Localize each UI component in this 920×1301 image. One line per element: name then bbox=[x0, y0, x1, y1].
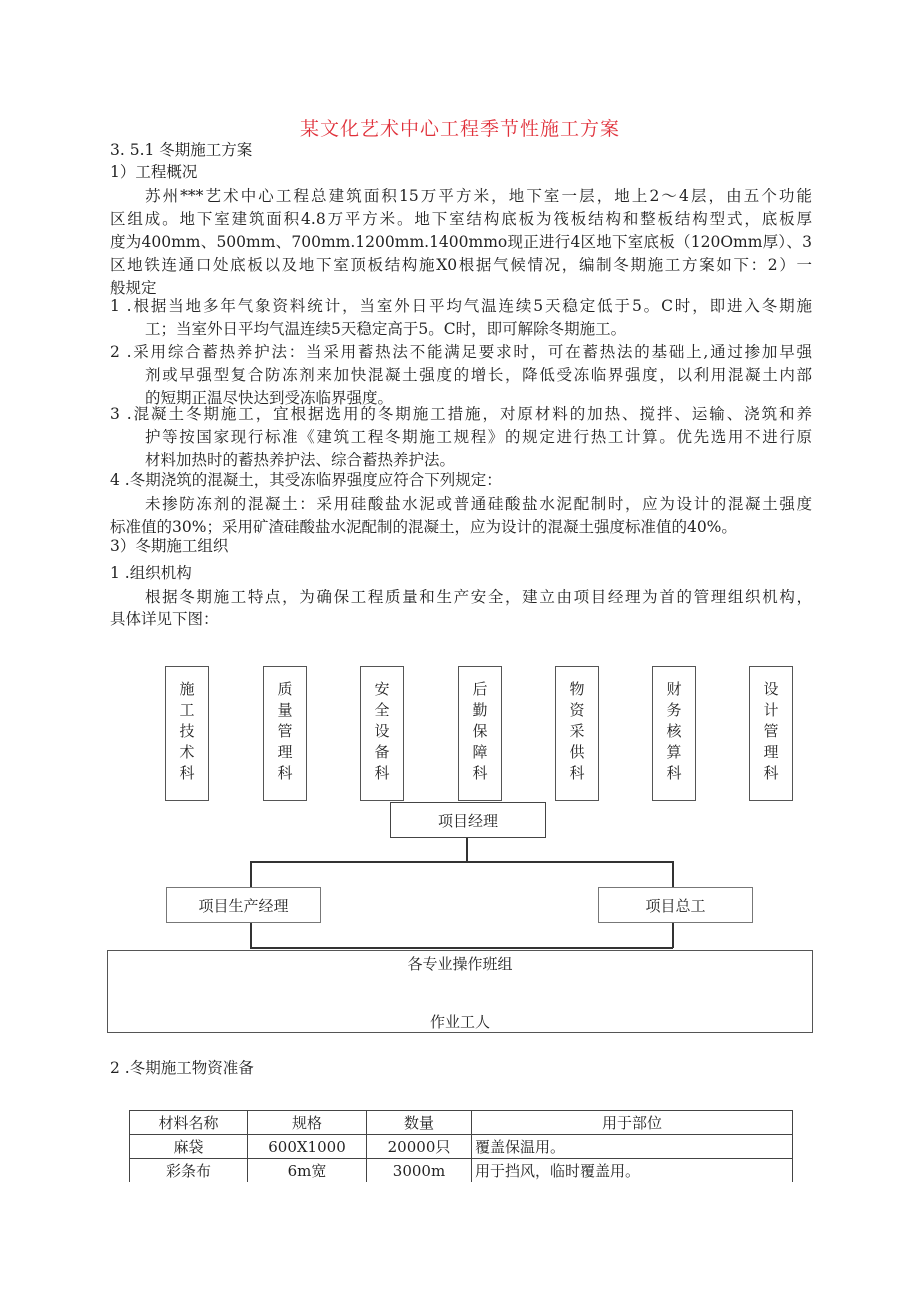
org-department: 后勤保障科 bbox=[458, 666, 502, 801]
text-line: 2 .采用综合蓄热养护法：当采用蓄热法不能满足要求时，可在蓄热法的基础上,通过掺加早强 bbox=[110, 343, 812, 361]
org-chief-engineer: 项目总工 bbox=[598, 887, 753, 923]
table-cell: 20000只 bbox=[367, 1135, 472, 1159]
text-line: 的短期正温尽快达到受冻临界强度。 bbox=[145, 389, 394, 407]
table-cell: 用于挡风，临时覆盖用。 bbox=[472, 1159, 793, 1183]
text-line: 未掺防冻剂的混凝土：采用硅酸盐水泥或普通硅酸盐水泥配制时，应为设计的混凝土强度 bbox=[145, 495, 812, 513]
header-cell: 用于部位 bbox=[472, 1111, 793, 1135]
text-line: 2 .冬期施工物资准备 bbox=[110, 1059, 254, 1077]
text-line: 苏州***艺术中心工程总建筑面积15万平方米，地下室一层，地上2～4层，由五个功能 bbox=[145, 187, 812, 205]
table-cell: 6m宽 bbox=[248, 1159, 367, 1183]
table-cell: 彩条布 bbox=[130, 1159, 248, 1183]
text-line: 护等按国家现行标准《建筑工程冬期施工规程》的规定进行热工计算。优先选用不进行原 bbox=[145, 428, 812, 446]
header-cell: 规格 bbox=[248, 1111, 367, 1135]
org-department: 质量管理科 bbox=[263, 666, 307, 801]
table-cell: 3000m bbox=[367, 1159, 472, 1183]
org-department: 设计管理科 bbox=[749, 666, 793, 801]
text-line: 区组成。地下室建筑面积4.8万平方米。地下室结构底板为筏板结构和整板结构型式，底板厚 bbox=[110, 210, 812, 228]
org-manager: 项目经理 bbox=[390, 802, 546, 838]
org-production-manager: 项目生产经理 bbox=[166, 887, 321, 923]
org-teams: 各专业操作班组 bbox=[407, 955, 513, 973]
text-line: 度为400mm、500mm、700mm.1200mm.1400mmo现正进行4区地下室底板（120Omm厚）、3 bbox=[110, 233, 812, 251]
text-line: 剂或早强型复合防冻剂来加快混凝土强度的增长，降低受冻临界强度，以利用混凝土内部 bbox=[145, 366, 812, 384]
text-line: 4 .冬期浇筑的混凝土，其受冻临界强度应符合下列规定： bbox=[110, 471, 502, 489]
text-line: 1 .根据当地多年气象资料统计，当室外日平均气温连续5天稳定低于5。C时，即进入冬期施 bbox=[110, 297, 812, 315]
header-cell: 材料名称 bbox=[130, 1111, 248, 1135]
text-line: 材料加热时的蓄热养护法、综合蓄热养护法。 bbox=[145, 451, 456, 469]
org-teams-box bbox=[107, 950, 813, 1033]
org-department: 财务核算科 bbox=[652, 666, 696, 801]
table-cell: 麻袋 bbox=[130, 1135, 248, 1159]
org-workers: 作业工人 bbox=[429, 1013, 490, 1031]
text-line: 1）工程概况 bbox=[110, 163, 198, 181]
header-cell: 数量 bbox=[367, 1111, 472, 1135]
text-line: 具体详见下图： bbox=[110, 610, 219, 628]
text-line: 标准值的30%；采用矿渣硅酸盐水泥配制的混凝土，应为设计的混凝土强度标准值的40%。 bbox=[110, 518, 737, 536]
text-line: 3）冬期施工组织 bbox=[110, 537, 229, 555]
text-line: 3 .混凝土冬期施工，宜根据选用的冬期施工措施，对原材料的加热、搅拌、运输、浇筑和养 bbox=[110, 405, 812, 423]
table-row bbox=[130, 1159, 793, 1183]
org-department: 物资采供科 bbox=[555, 666, 599, 801]
table-row bbox=[130, 1135, 793, 1159]
org-department: 安全设备科 bbox=[360, 666, 404, 801]
document-title: 某文化艺术中心工程季节性施工方案 bbox=[299, 118, 620, 140]
text-line: 根据冬期施工特点，为确保工程质量和生产安全，建立由项目经理为首的管理组织机构， bbox=[145, 588, 812, 606]
materials-table bbox=[129, 1110, 793, 1182]
table-header-row bbox=[130, 1111, 793, 1135]
text-line: 区地铁连通口处底板以及地下室顶板结构施X0根据气候情况，编制冬期施工方案如下：2）一 bbox=[110, 256, 812, 274]
table-cell: 覆盖保温用。 bbox=[472, 1135, 793, 1159]
text-line: 工；当室外日平均气温连续5天稳定高于5。C时，即可解除冬期施工。 bbox=[145, 320, 627, 338]
text-line: 1 .组织机构 bbox=[110, 564, 192, 582]
text-line: 3. 5.1 冬期施工方案 bbox=[110, 141, 253, 159]
text-line: 般规定 bbox=[110, 279, 157, 297]
table-cell: 600X1000 bbox=[248, 1135, 367, 1159]
org-department: 施工技术科 bbox=[165, 666, 209, 801]
